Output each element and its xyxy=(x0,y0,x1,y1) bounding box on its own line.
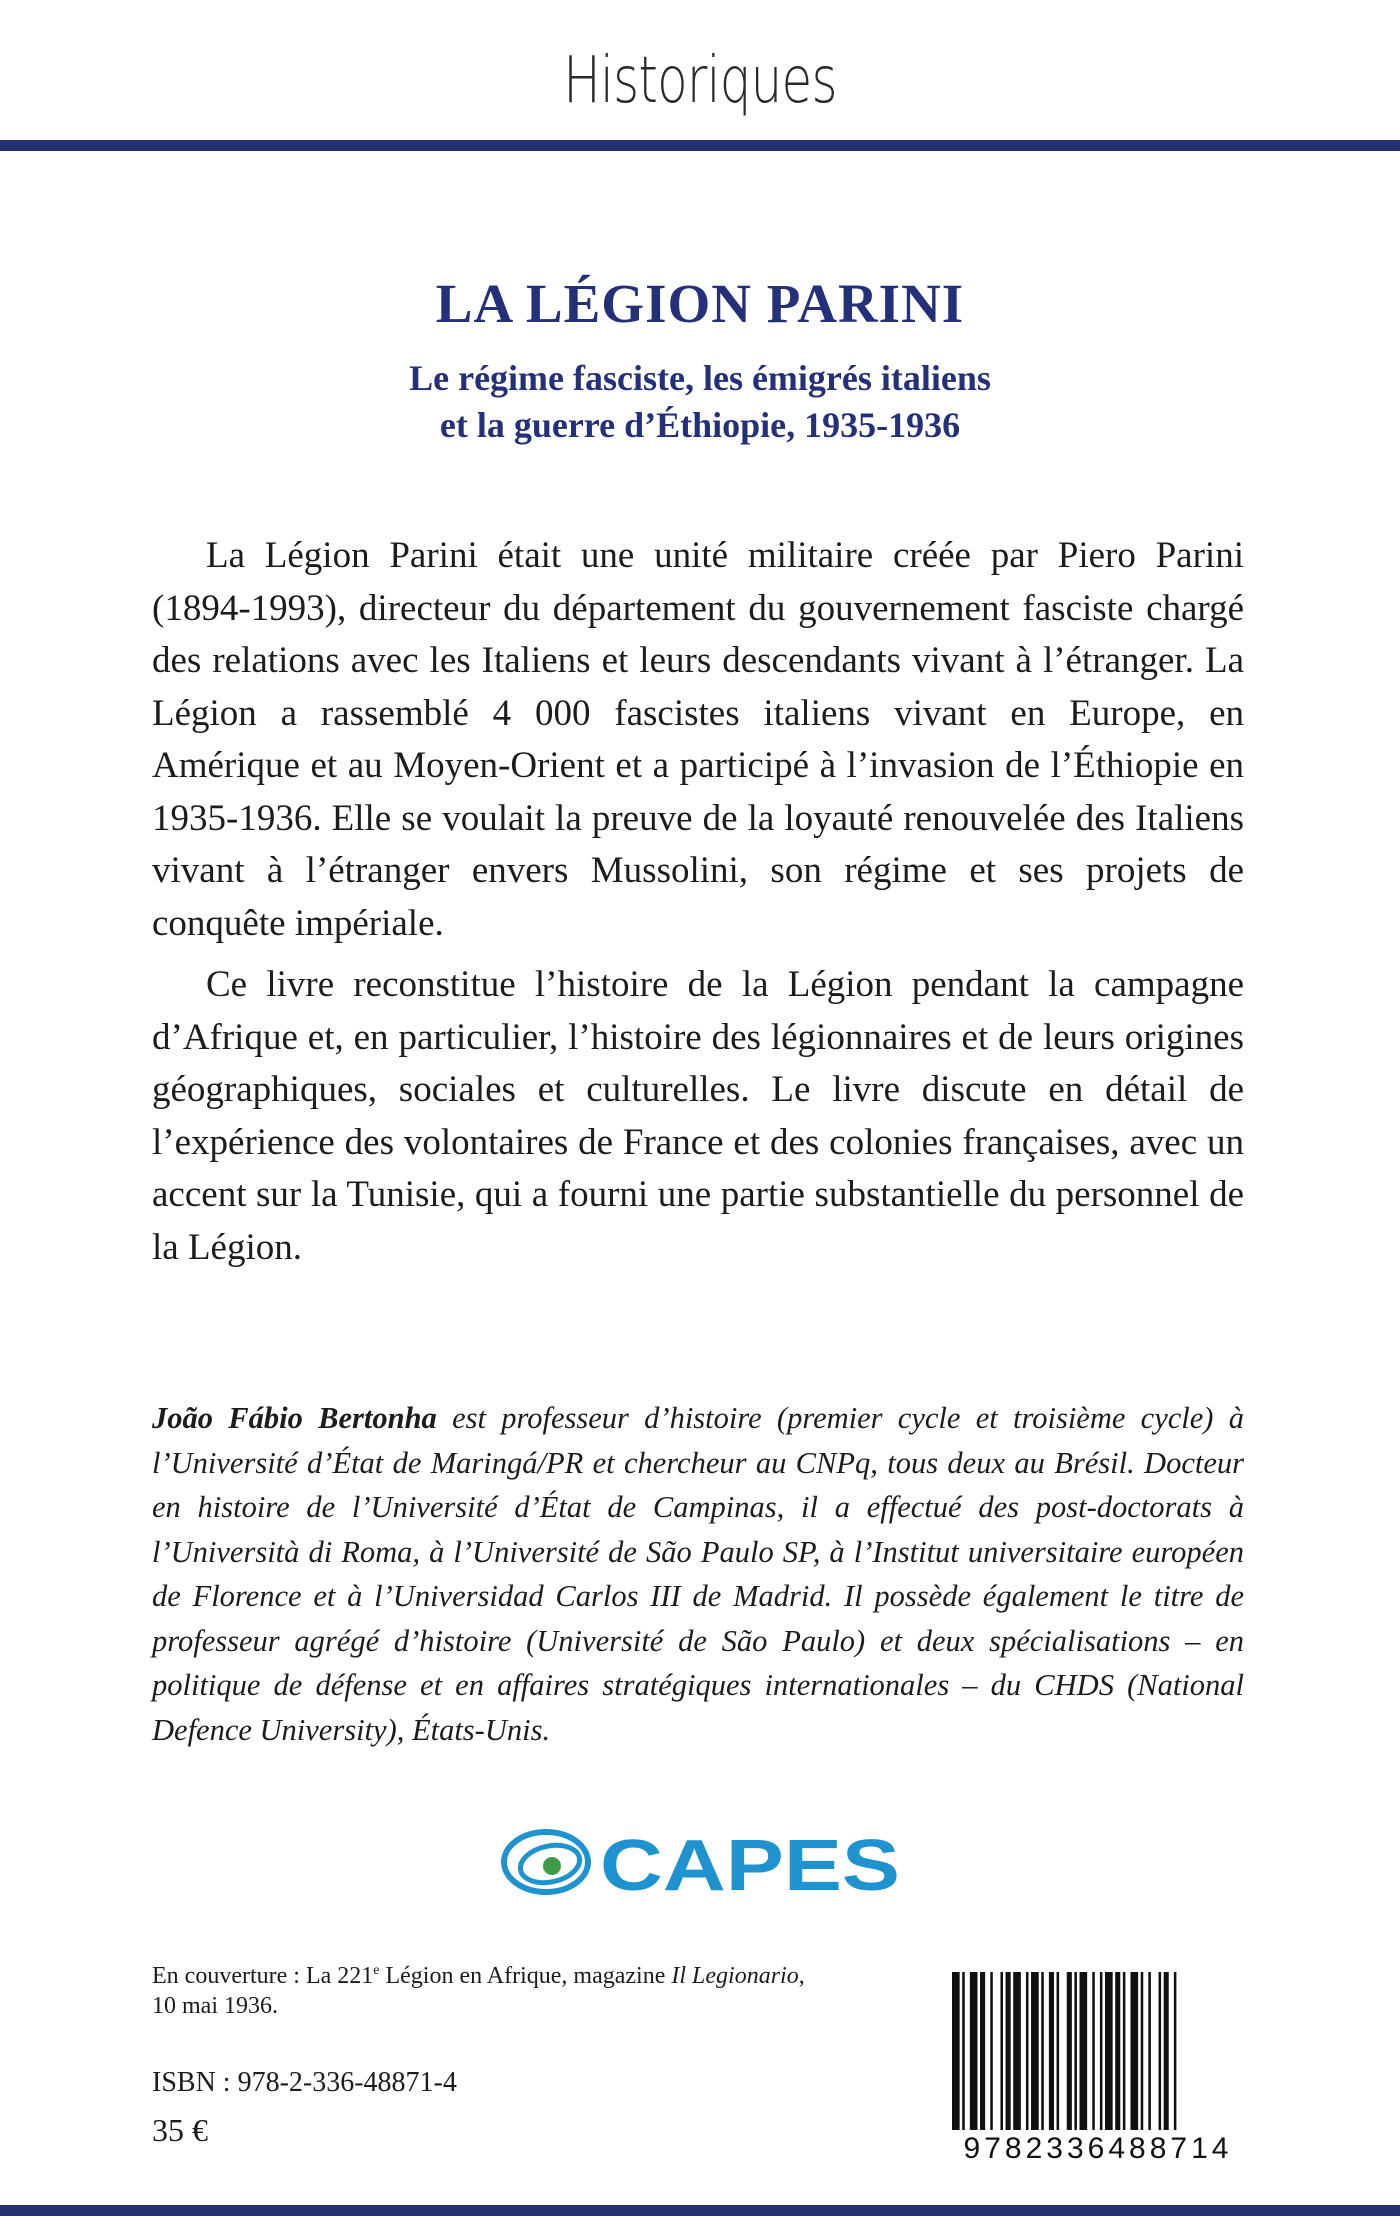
barcode-bar xyxy=(952,1972,960,2130)
barcode-bar xyxy=(1006,1972,1011,2130)
synopsis-paragraph-2: Ce livre reconstitue l’histoire de la Légion pendant la campagne d’Afrique et, en particulier, l’histoire des légionnaires et de leurs origines géographiques, sociales et culturelles. Le livre discute en détail de l’expérience des volontaires de France et des colonies françaises, avec un accent sur la Tunisie, qui a fourni une partie substantielle du personnel de la Légion. xyxy=(152,964,1244,1268)
barcode-bar xyxy=(1164,1972,1169,2130)
capes-wordmark: CAPES xyxy=(600,1826,900,1902)
barcode-digits: 9782336488714 xyxy=(963,2132,1233,2165)
synopsis xyxy=(152,530,1244,1283)
bottom-rule xyxy=(0,2205,1400,2216)
barcode xyxy=(948,1972,1248,2172)
barcode-bar xyxy=(1057,1972,1060,2130)
barcode-bar xyxy=(1131,1972,1139,2130)
barcode-bar xyxy=(1092,1972,1095,2130)
author-name: João Fábio Bertonha xyxy=(152,1401,437,1435)
barcode-bar xyxy=(1026,1972,1029,2130)
book-title: LA LÉGION PARINI xyxy=(435,273,965,334)
cover-credit-date: 10 mai 1936. xyxy=(152,1993,278,2019)
capes-emblem-icon xyxy=(504,1832,588,1892)
price: 35 € xyxy=(152,2112,208,2148)
barcode-bar xyxy=(1000,1972,1003,2130)
series-name: Historiques xyxy=(563,44,837,118)
isbn: ISBN : 978-2-336-48871-4 xyxy=(152,2067,457,2098)
barcode-bar xyxy=(1105,1972,1113,2130)
barcode-bar xyxy=(1067,1972,1072,2130)
cover-credit-superscript: e xyxy=(373,1963,380,1978)
cover-credit-suffix: , xyxy=(798,1963,805,1989)
barcode-bar xyxy=(1115,1972,1120,2130)
author-bio-text: est professeur d’histoire (premier cycle et troisième cycle) à l’Université d’État de Maringá/PR et chercheur au CNPq, tous deux au Brésil. Docteur en histoire de l’Université d’État de Campinas, il a effectué des post-doctorats à l’Università di Roma, à l’Université de São Paulo SP, à l’Institut universitaire européen de Florence et à l’Universidad Carlos III de Madrid. Il possède également le titre de professeur agrégé d’histoire (Université de São Paulo) et deux spécialisations – en politique de défense et en affaires stratégiques internationales – du CHDS (National Defence University), États-Unis. xyxy=(152,1401,1244,1747)
cover-credit-middle: Légion en Afrique, magazine xyxy=(379,1963,672,1989)
barcode-bar xyxy=(1013,1972,1021,2130)
barcode-bar xyxy=(980,1972,985,2130)
barcode-bar xyxy=(990,1972,993,2130)
barcode-bar xyxy=(1148,1972,1151,2130)
top-rule xyxy=(0,140,1400,151)
synopsis-paragraph-1: La Légion Parini était une unité militaire créée par Piero Parini (1894-1993), directeur du département du gouvernement fasciste chargé des relations avec les Italiens et leurs descendants vivant à l’étranger. La Légion a rassemblé 4 000 fascistes italiens vivant en Europe, en Amérique et au Moyen-Orient et a participé à l’invasion de l’Éthiopie en 1935-1936. Elle se voulait la preuve de la loyauté renouvelée des Italiens vivant à l’étranger envers Mussolini, son régime et ses projets de conquête impériale. xyxy=(152,535,1244,944)
cover-credit-prefix: En couverture : La 221 xyxy=(152,1963,374,1989)
barcode-bar xyxy=(1049,1972,1054,2130)
subtitle-line-1: Le régime fasciste, les émigrés italiens xyxy=(409,358,991,398)
barcode-bar xyxy=(1141,1972,1144,2130)
barcode-bar xyxy=(1100,1972,1103,2130)
barcode-bar xyxy=(1074,1972,1077,2130)
barcode-bar xyxy=(962,1972,965,2130)
barcode-bar xyxy=(1174,1972,1177,2130)
capes-logo xyxy=(500,1822,910,1902)
capes-logo-graphic xyxy=(500,1822,910,1902)
cover-credit xyxy=(152,1956,832,2021)
barcode-bar xyxy=(1031,1972,1039,2130)
subtitle-line-2: et la guerre d’Éthiopie, 1935-1936 xyxy=(439,405,961,445)
barcode-bar xyxy=(970,1972,978,2130)
barcode-bar xyxy=(1123,1972,1126,2130)
book-subtitle xyxy=(0,355,1400,449)
author-bio xyxy=(152,1396,1244,1752)
barcode-bar xyxy=(1080,1972,1088,2130)
cover-credit-magazine: Il Legionario xyxy=(671,1963,799,1989)
barcode-bars xyxy=(948,1972,1248,2130)
barcode-bar xyxy=(1041,1972,1044,2130)
barcode-bar xyxy=(1159,1972,1162,2130)
